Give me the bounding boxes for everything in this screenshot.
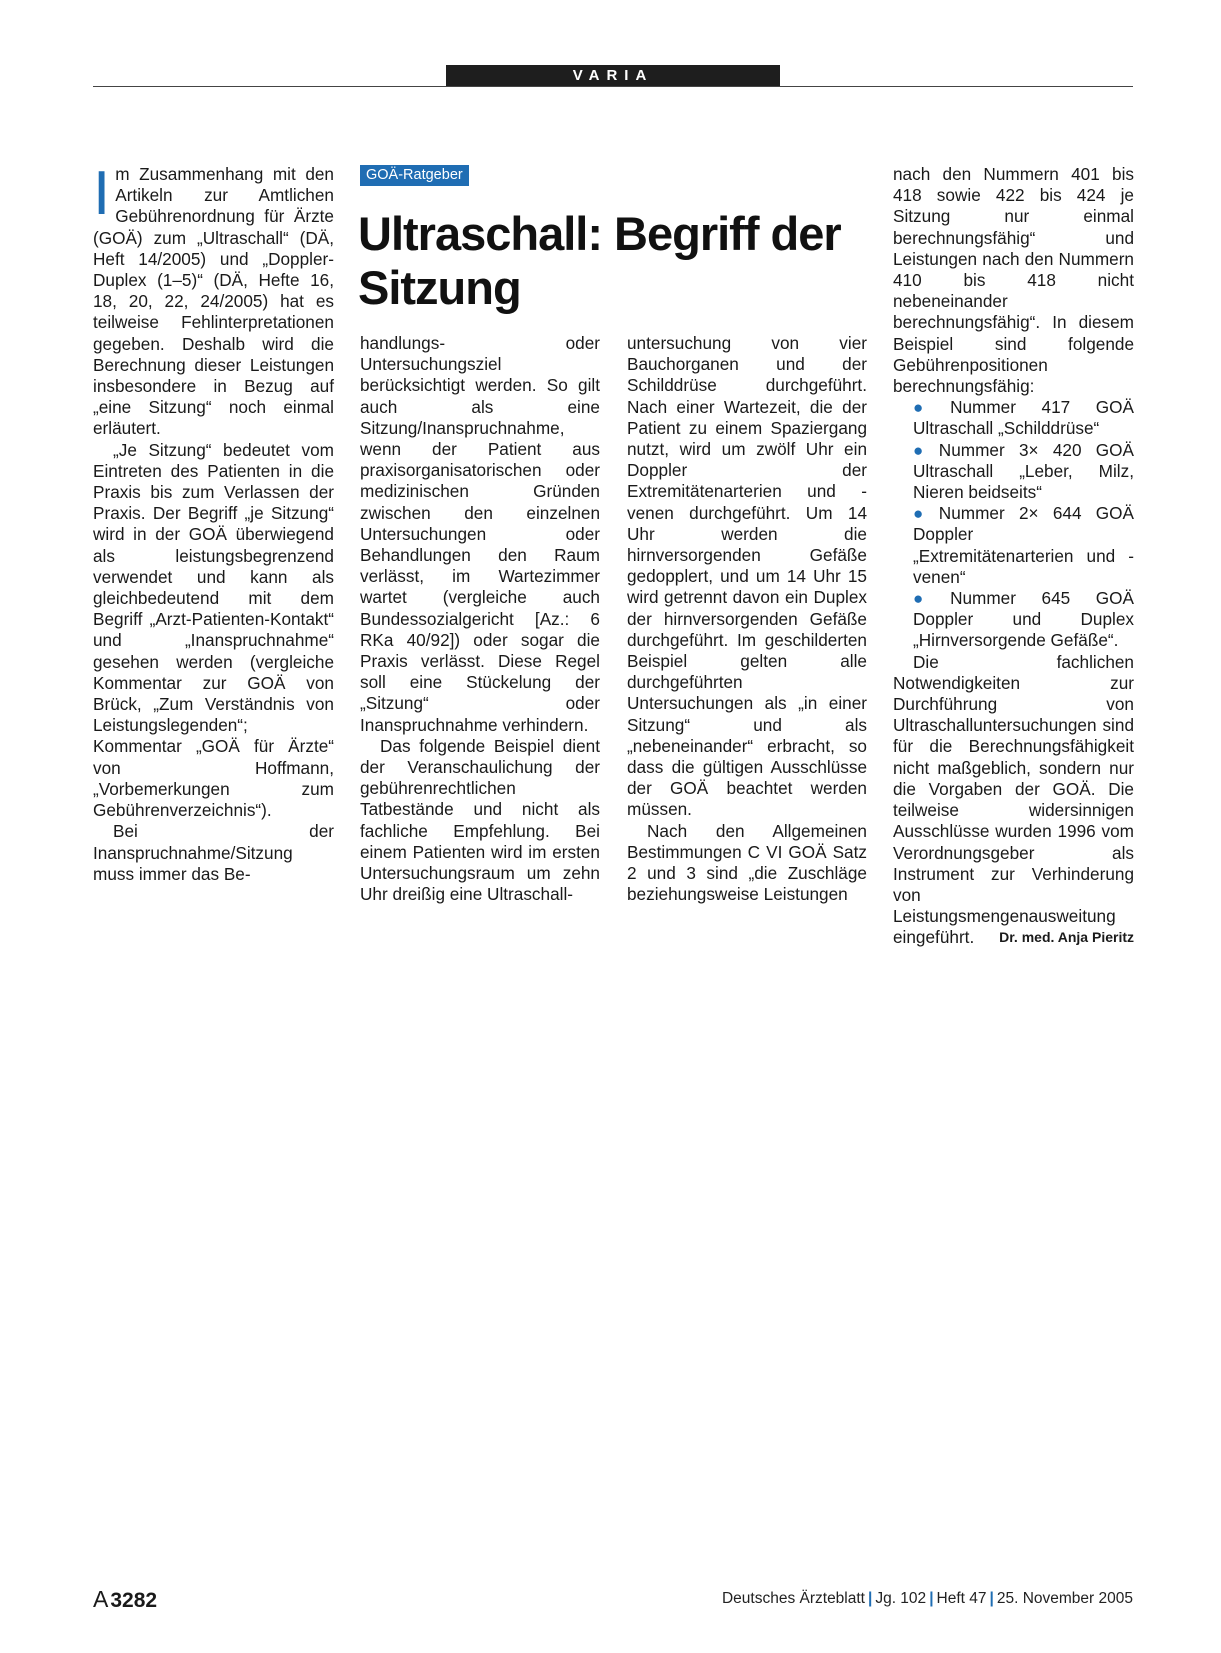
page-number bbox=[93, 1586, 157, 1613]
article-column-3 bbox=[627, 333, 867, 905]
journal-issue: Heft 47 bbox=[936, 1590, 987, 1607]
paragraph-text: Die fachlichen Notwendigkeiten zur Durchführung von Ultraschalluntersuchungen sind für die Berechnungsfähigkeit nicht maßgeblich, sondern nur die Vorgaben der GOÄ. Die teilweise widersinnigen Ausschlüsse wurden 1996 vom Verordnungsgeber als Instrument zur Verhinderung von Leistungsmengenausweitung eingeführt. bbox=[893, 651, 1134, 948]
journal-name: Deutsches Ärzteblatt bbox=[721, 1590, 865, 1607]
page-number-value: 3282 bbox=[110, 1589, 158, 1612]
article-column-4 bbox=[893, 164, 1134, 949]
list-item-text: Nummer 2× 644 GOÄ Doppler „Extremitätenarterien und -venen“ bbox=[913, 503, 1134, 587]
paragraph bbox=[893, 652, 1134, 949]
bullet-icon: ● bbox=[913, 398, 945, 418]
paragraph: Nach den Allgemeinen Bestimmungen C VI GOÄ Satz 2 und 3 sind „die Zuschläge beziehungsweise Leistungen bbox=[627, 820, 867, 905]
separator: | bbox=[989, 1590, 994, 1607]
paragraph: Das folgende Beispiel dient der Veranschaulichung der gebührenrechtlichen Tatbestände und nicht als fachliche Empfehlung. Bei einem Patienten wird im ersten Untersuchungsraum um zehn Uhr dreißig eine Ultraschall- bbox=[360, 735, 600, 905]
bullet-icon: ● bbox=[913, 504, 933, 524]
paragraph: nach den Nummern 401 bis 418 sowie 422 bis 424 je Sitzung nur einmal berechnungsfähig“ und Leistungen nach den Nummern 410 bis 418 nicht nebeneinander berechnungsfähig“. In diesem Beispiel sind folgende Gebührenpositionen berechnungsfähig: bbox=[893, 164, 1134, 397]
separator: | bbox=[867, 1590, 873, 1607]
list-item-text: Nummer 645 GOÄ Doppler und Duplex „Hirnversorgende Gefäße“. bbox=[913, 588, 1134, 651]
list-item bbox=[893, 588, 1134, 652]
bullet-icon: ● bbox=[913, 440, 933, 460]
article-column-2 bbox=[360, 333, 600, 905]
bullet-icon: ● bbox=[913, 589, 945, 609]
top-rule bbox=[93, 86, 1133, 87]
article-column-1 bbox=[93, 159, 334, 885]
list-item bbox=[893, 440, 1134, 504]
headline: Ultraschall: Begriff der Sitzung bbox=[358, 207, 841, 314]
intro-paragraph bbox=[93, 159, 334, 440]
page-prefix: A bbox=[93, 1586, 109, 1612]
list-item-text: Nummer 417 GOÄ Ultraschall „Schilddrüse“ bbox=[913, 397, 1134, 439]
list-item bbox=[893, 397, 1134, 439]
journal-info bbox=[722, 1590, 1133, 1608]
paragraph: untersuchung von vier Bauchorganen und der Schilddrüse durchgeführt. Nach einer Wartezeit, die der Patient zu einem Spaziergang nutzt, wird um zwölf Uhr ein Doppler der Extremitätenarterien und -venen durchgeführt. Um 14 Uhr werden die hirnversorgenden Gefäße gedopplert, und um 14 Uhr 15 wird getrennt davon ein Duplex der hirnversorgenden Gefäße durchgeführt. Im geschilderten Beispiel gelten alle durchgeführten Untersuchungen als „in einer Sitzung“ und als „nebeneinander“ erbracht, so dass die gültigen Ausschlüsse der GOÄ beachtet werden müssen. bbox=[627, 333, 867, 820]
author-name: Dr. med. Anja Pieritz bbox=[999, 929, 1134, 946]
paragraph: handlungs- oder Untersuchungsziel berücksichtigt werden. So gilt auch als eine Sitzung/Inanspruchnahme, wenn der Patient aus praxisorganisatorischen oder medizinischen Gründen zwischen den einzelnen Untersuchungen oder Behandlungen den Raum verlässt, im Wartezimmer wartet (vergleiche auch Bundessozialgericht [Az.: 6 RKa 40/92]) oder sogar die Praxis verlässt. Diese Regel soll eine Stückelung der „Sitzung“ oder Inanspruchnahme verhindern. bbox=[360, 333, 600, 735]
category-tag: GOÄ-Ratgeber bbox=[360, 165, 469, 186]
drop-cap: I bbox=[93, 159, 111, 228]
paragraph: Bei der Inanspruchnahme/Sitzung muss immer das Be- bbox=[93, 821, 334, 884]
journal-volume: Jg. 102 bbox=[875, 1590, 927, 1607]
section-label: VARIA bbox=[446, 65, 780, 86]
paragraph-text: m Zusammenhang mit den Artikeln zur Amtlichen Gebührenordnung für Ärzte (GOÄ) zum „Ultraschall“ (DÄ, Heft 14/2005) und „Doppler-Duplex (1–5)“ (DÄ, Hefte 16, 18, 20, 22, 24/2005) hat es teilweise Fehlinterpretationen gegeben. Deshalb wird die Berechnung dieser Leistungen insbesondere in Bezug auf „eine Sitzung“ noch einmal erläutert. bbox=[93, 164, 334, 439]
separator: | bbox=[929, 1590, 934, 1607]
paragraph: „Je Sitzung“ bedeutet vom Eintreten des Patienten in die Praxis bis zum Verlassen der Praxis. Der Begriff „je Sitzung“ wird in der GOÄ überwiegend als leistungsbegrenzend verwendet und kann als gleichbedeutend mit dem Begriff „Arzt-Patienten-Kontakt“ und „Inanspruchnahme“ gesehen werden (vergleiche Kommentar zur GOÄ von Brück, „Zum Verständnis von Leistungslegenden“; Kommentar „GOÄ für Ärzte“ von Hoffmann, „Vorbemerkungen zum Gebührenverzeichnis“). bbox=[93, 439, 334, 821]
list-item bbox=[893, 503, 1134, 588]
list-item-text: Nummer 3× 420 GOÄ Ultraschall „Leber, Milz, Nieren beidseits“ bbox=[913, 439, 1134, 503]
journal-date: 25. November 2005 bbox=[996, 1590, 1133, 1607]
